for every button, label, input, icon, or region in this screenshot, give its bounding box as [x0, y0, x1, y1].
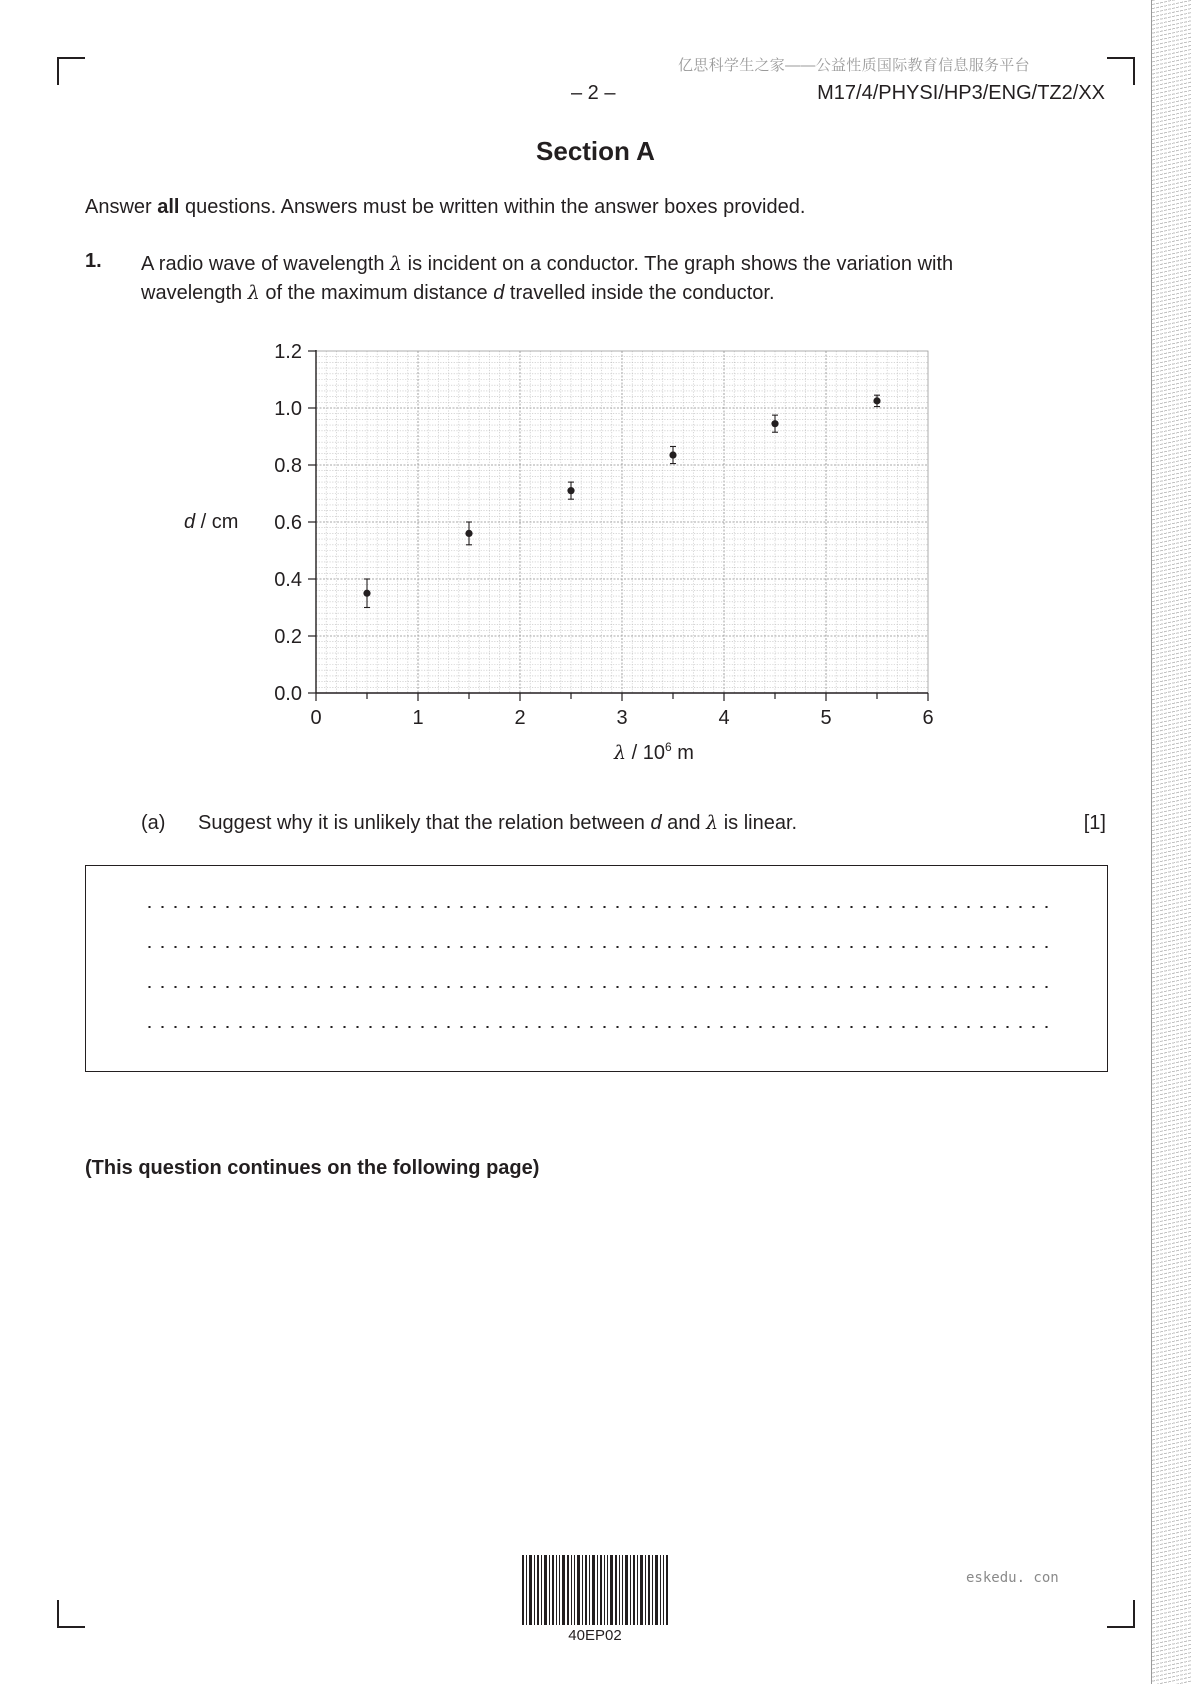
x-tick-label: 6	[922, 707, 934, 729]
page-number: – 2 –	[571, 82, 616, 104]
answer-line[interactable]	[148, 906, 1048, 908]
x-tick-label: 5	[820, 707, 832, 729]
x-tick-label: 0	[310, 707, 322, 729]
y-tick-label: 0.6	[274, 512, 302, 534]
y-tick-label: 0.2	[274, 626, 302, 648]
crop-mark-bottom-left	[57, 1600, 85, 1628]
watermark-text: 亿思科学生之家——公益性质国际教育信息服务平台	[678, 57, 1030, 74]
part-a-label: (a)	[141, 812, 166, 834]
part-a-question: Suggest why it is unlikely that the relation between d and λ is linear.	[198, 812, 798, 834]
crop-mark-bottom-right	[1107, 1600, 1135, 1628]
paper-code: M17/4/PHYSI/HP3/ENG/TZ2/XX	[817, 82, 1105, 104]
data-point	[567, 487, 574, 494]
graph-svg	[170, 330, 1030, 770]
binding-margin-pattern	[1151, 0, 1191, 1684]
x-axis-label: λ / $10^6$ m	[614, 740, 694, 764]
data-point	[669, 451, 676, 458]
answer-box[interactable]	[85, 865, 1108, 1072]
x-tick-label: 1	[412, 707, 424, 729]
crop-mark-top-left	[57, 57, 85, 85]
y-tick-label: 0.8	[274, 455, 302, 477]
y-axis-label: d / cm	[184, 511, 239, 533]
data-point	[363, 590, 370, 597]
crop-mark-top-right	[1107, 57, 1135, 85]
x-tick-label: 3	[616, 707, 628, 729]
answer-line[interactable]	[148, 986, 1048, 988]
data-point	[771, 420, 778, 427]
y-tick-label: 1.0	[274, 398, 302, 420]
continues-note: (This question continues on the following page)	[85, 1157, 540, 1179]
site-watermark: eskedu. con	[966, 1570, 1059, 1586]
data-point	[465, 530, 472, 537]
question-text: A radio wave of wavelength λ is incident on a conductor. The graph shows the variation with wavelength λ of the maximum distance d travelled inside the conductor.	[141, 253, 954, 304]
x-tick-label: 4	[718, 707, 730, 729]
question-number: 1.	[85, 250, 102, 272]
barcode-number: 40EP02	[568, 1627, 622, 1644]
x-tick-label: 2	[514, 707, 526, 729]
barcode	[522, 1555, 668, 1625]
y-tick-label: 0.0	[274, 683, 302, 705]
y-tick-label: 0.4	[274, 569, 302, 591]
instructions: Answer all questions. Answers must be written within the answer boxes provided.	[85, 196, 806, 218]
graph	[170, 330, 1030, 770]
marks-allocation: [1]	[1083, 812, 1106, 834]
section-title: Section A	[536, 136, 655, 166]
data-point	[873, 397, 880, 404]
answer-line[interactable]	[148, 1026, 1048, 1028]
y-tick-label: 1.2	[274, 341, 302, 363]
answer-line[interactable]	[148, 946, 1048, 948]
